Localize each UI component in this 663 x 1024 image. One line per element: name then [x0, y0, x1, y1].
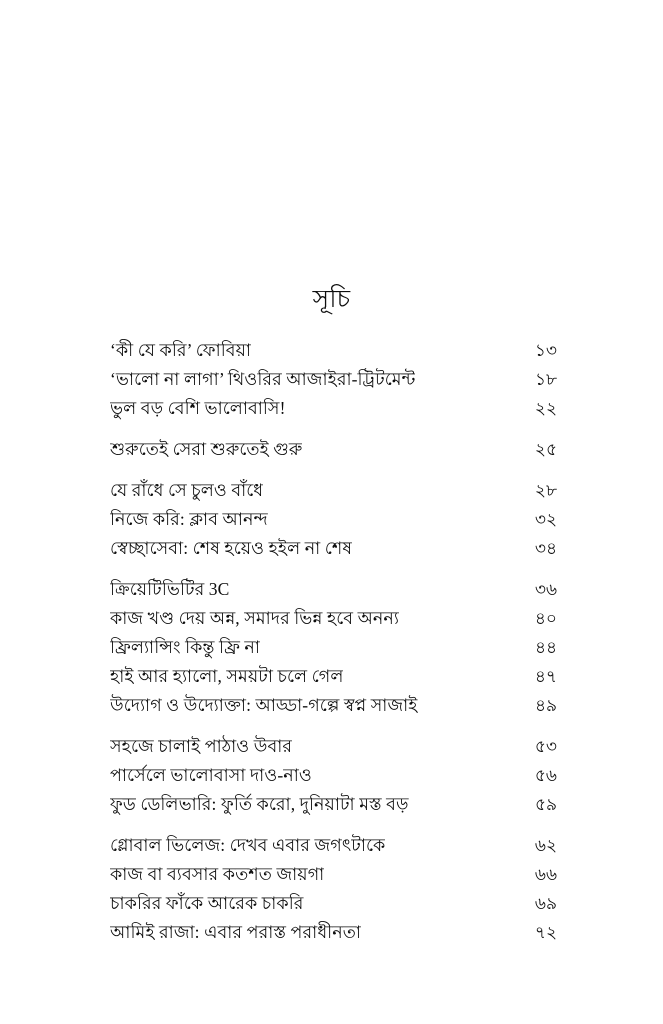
toc-entry[interactable] — [110, 633, 557, 662]
toc-entry-page-number: ৫৯ — [534, 795, 557, 814]
toc-entry-title: গ্লোবাল ভিলেজ: দেখব এবার জগৎটাকে — [110, 835, 386, 855]
toc-entry-page-number: ৬৯ — [534, 894, 557, 913]
toc-entry-title: ফ্রিল্যান্সিং কিন্তু ফ্রি না — [110, 637, 261, 657]
toc-entry-page-number: ২৫ — [534, 440, 557, 459]
toc-entry-page-number: ১৮ — [534, 370, 557, 389]
toc-entry-page-number: ৩৬ — [534, 580, 557, 599]
toc-entry-page-number: ৬২ — [534, 836, 557, 855]
toc-entry-title: নিজে করি: ক্লাব আনন্দ — [110, 509, 268, 529]
toc-entry-title: ‘ভালো না লাগা’ থিওরির আজাইরা-ট্রিটমেন্ট — [110, 369, 416, 389]
toc-entry-page-number: ৩৪ — [534, 539, 557, 558]
toc-entry[interactable] — [110, 889, 557, 918]
toc-entry[interactable] — [110, 575, 557, 604]
toc-entry-page-number: ৫৬ — [534, 766, 557, 785]
toc-entry-page-number: ৬৬ — [534, 865, 557, 884]
toc-entry-title: সহজে চালাই পাঠাও উবার — [110, 736, 293, 756]
toc-entry-page-number: ২২ — [534, 399, 557, 418]
toc-entry[interactable] — [110, 505, 557, 534]
toc-entry-title: হাই আর হ্যালো, সময়টা চলে গেল — [110, 666, 344, 686]
toc-entry-title: ক্রিয়েটিভিটির 3C — [110, 579, 230, 599]
toc-entry[interactable] — [110, 662, 557, 691]
toc-entry[interactable] — [110, 790, 557, 819]
page-title: সূচি — [312, 286, 351, 313]
toc-entry[interactable] — [110, 732, 557, 761]
toc-entry-title: ফুড ডেলিভারি: ফুর্তি করো, দুনিয়াটা মস্ত বড় — [110, 794, 409, 814]
toc-entry-page-number: ৩২ — [534, 510, 557, 529]
toc-entry-title: চাকরির ফাঁকে আরেক চাকরি — [110, 893, 304, 913]
toc-entry-title: স্বেচ্ছাসেবা: শেষ হয়েও হইল না শেষ — [110, 538, 353, 558]
toc-entry-title: আমিই রাজা: এবার পরাস্ত পরাধীনতা — [110, 922, 362, 942]
toc-entry[interactable] — [110, 918, 557, 947]
toc-entry-page-number: ৪০ — [534, 609, 557, 628]
toc-entry[interactable] — [110, 394, 557, 423]
toc-entry[interactable] — [110, 860, 557, 889]
table-of-contents-list — [110, 336, 557, 947]
toc-entry-title: ‘কী যে করি’ ফোবিয়া — [110, 340, 252, 360]
toc-entry[interactable] — [110, 365, 557, 394]
toc-entry-title: শুরুতেই সেরা শুরুতেই গুরু — [110, 439, 303, 459]
toc-entry-page-number: ১৩ — [534, 341, 557, 360]
toc-entry[interactable] — [110, 534, 557, 563]
toc-entry-page-number: ৫৩ — [534, 737, 557, 756]
toc-entry[interactable] — [110, 435, 557, 464]
toc-entry-page-number: ৪৯ — [534, 696, 557, 715]
toc-entry[interactable] — [110, 476, 557, 505]
toc-entry[interactable] — [110, 761, 557, 790]
toc-entry-page-number: ২৮ — [534, 481, 557, 500]
toc-entry-title: কাজ খণ্ড দেয় অন্ন, সমাদর ভিন্ন হবে অনন্য — [110, 608, 400, 628]
toc-entry[interactable] — [110, 336, 557, 365]
toc-entry-title: উদ্যোগ ও উদ্যোক্তা: আড্ডা-গল্পে স্বপ্ন সাজাই — [110, 695, 418, 715]
toc-entry[interactable] — [110, 604, 557, 633]
toc-entry-page-number: ৪৭ — [534, 667, 557, 686]
toc-entry[interactable] — [110, 831, 557, 860]
toc-entry-title: পার্সেলে ভালোবাসা দাও-নাও — [110, 765, 312, 785]
toc-entry-page-number: ৪৪ — [534, 638, 557, 657]
toc-entry-title: ভুল বড় বেশি ভালোবাসি! — [110, 398, 286, 418]
toc-entry[interactable] — [110, 691, 557, 720]
toc-entry-title: কাজ বা ব্যবসার কতশত জায়গা — [110, 864, 325, 884]
toc-entry-page-number: ৭২ — [534, 923, 557, 942]
toc-entry-title: যে রাঁধে সে চুলও বাঁধে — [110, 480, 264, 500]
